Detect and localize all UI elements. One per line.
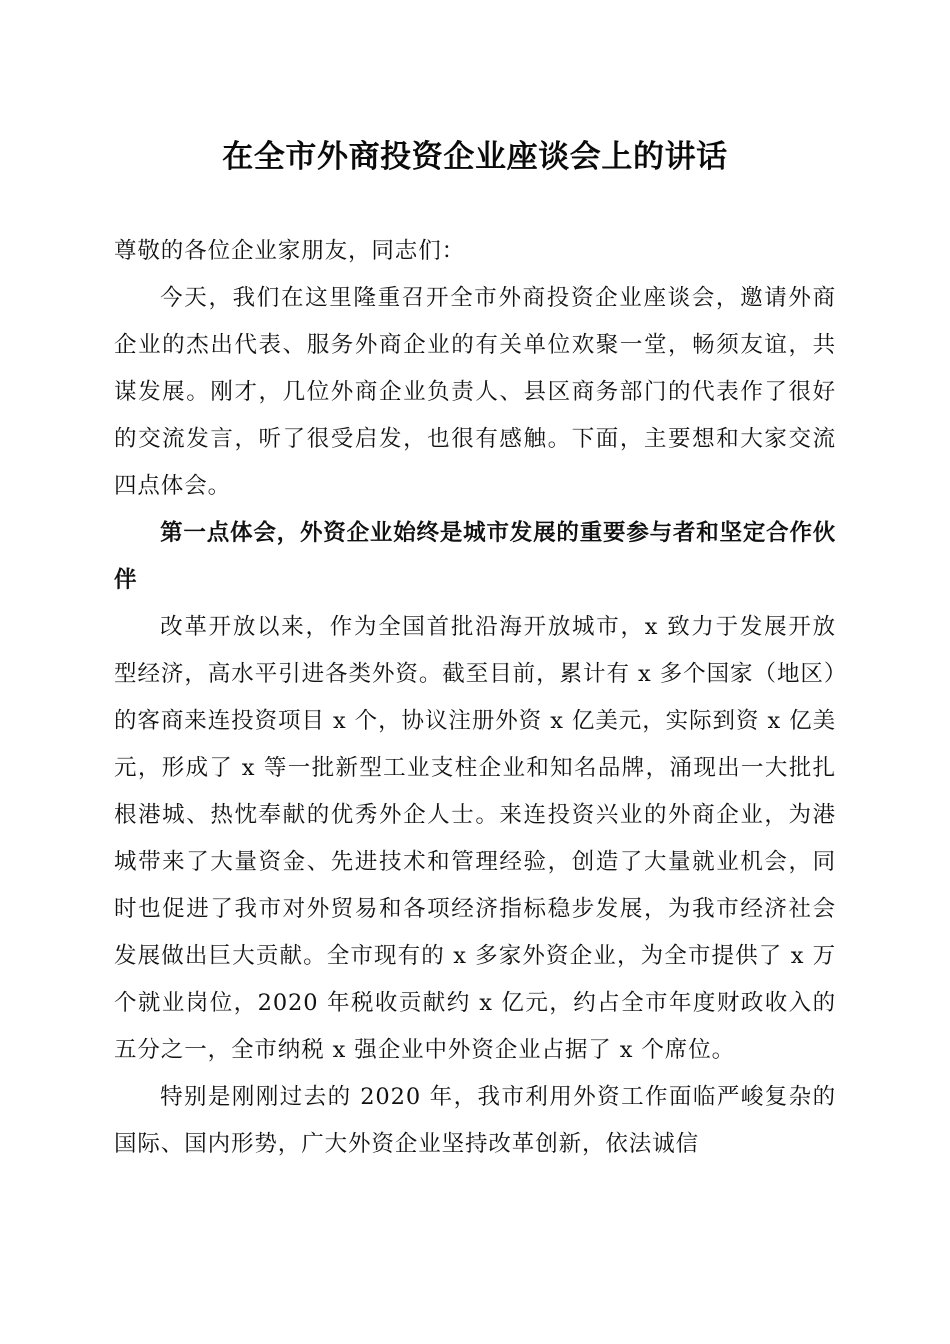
section-heading-first-point: 第一点体会，外资企业始终是城市发展的重要参与者和坚定合作伙伴 [114, 520, 836, 593]
salutation-line: 尊敬的各位企业家朋友，同志们： [114, 238, 466, 264]
page-title: 在全市外商投资企业座谈会上的讲话 [222, 139, 728, 175]
paragraph-reform-opening: 改革开放以来，作为全国首批沿海开放城市，x 致力于发展开放型经济，高水平引进各类外资。截至目前，累计有 x 多个国家（地区）的客商来连投资项目 x 个，协议注册外资 x 亿美元，实际到资 x 亿美元，形成了 x 等一批新型工业支柱企业和知名品牌，涌现出一大批扎根港城、热忱奉献的优秀外企人士。来连投资兴业的外商企业，为港城带来了大量资金、先进技术和管理经验，创造了大量就业机会，同时也促进了我市对外贸易和各项经济指标稳步发展，为我市经济社会发展做出巨大贡献。全市现有的 x 多家外资企业，为全市提供了 x 万个就业岗位，2020 年税收贡献约 x 亿元，约占全市年度财政收入的五分之一，全市纳税 x 强企业中外资企业占据了 x 个席位。 [114, 614, 836, 1063]
paragraph-opening: 今天，我们在这里隆重召开全市外商投资企业座谈会，邀请外商企业的杰出代表、服务外商企业的有关单位欢聚一堂，畅须友谊，共谋发展。刚才，几位外商企业负责人、县区商务部门的代表作了很好的交流发言，听了很受启发，也很有感触。下面，主要想和大家交流四点体会。 [114, 285, 836, 499]
title-spacer [114, 180, 836, 228]
paragraph-year-2020: 特别是刚刚过去的 2020 年，我市利用外资工作面临严峻复杂的国际、国内形势，广大外资企业坚持改革创新，依法诚信 [114, 1084, 836, 1157]
document-content [114, 120, 836, 1168]
